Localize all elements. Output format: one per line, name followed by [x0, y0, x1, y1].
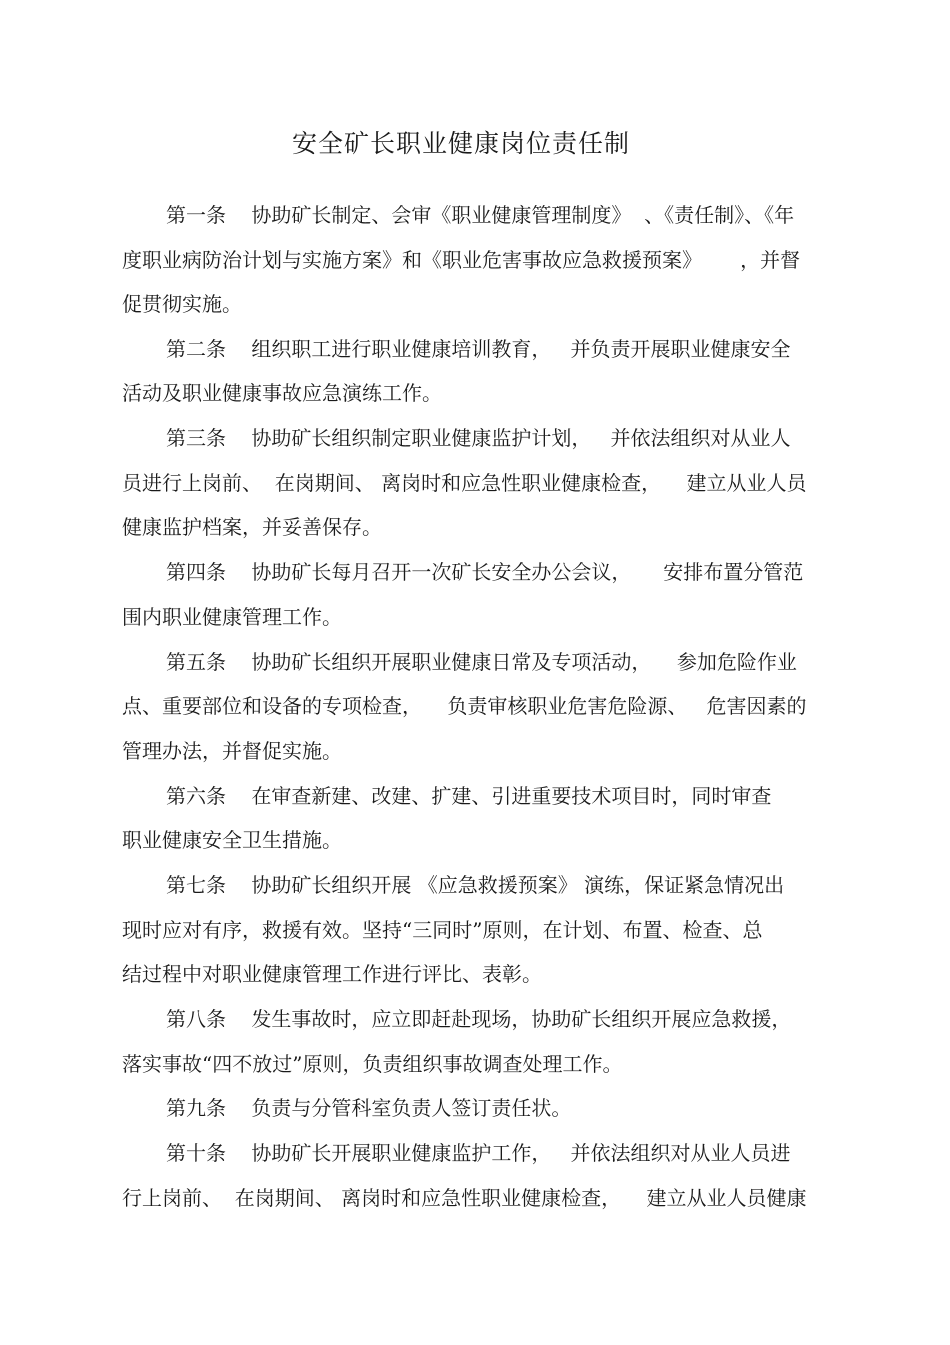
article-2-line-1: 第二条 组织职工进行职业健康培训教育， 并负责开展职业健康安全 [166, 337, 791, 361]
article-7-line-2: 现时应对有序，救援有效。坚持“三同时”原则，在计划、布置、检查、总 [122, 918, 763, 942]
article-8-line-2: 落实事故“四不放过”原则，负责组织事故调查处理工作。 [122, 1052, 623, 1076]
article-8-line-1: 第八条 发生事故时，应立即赶赴现场，协助矿长组织开展应急救援， [166, 1007, 792, 1031]
article-1-line-1: 第一条 协助矿长制定、会审《职业健康管理制度》 、《责任制》、《年 [166, 203, 795, 227]
article-3-line-1: 第三条 协助矿长组织制定职业健康监护计划， 并依法组织对从业人 [166, 426, 791, 450]
document-title: 安全矿长职业健康岗位责任制 [291, 129, 630, 158]
article-4-line-1: 第四条 协助矿长每月召开一次矿长安全办公会议， 安排布置分管范 [166, 560, 804, 584]
article-4-line-2: 围内职业健康管理工作。 [122, 605, 342, 629]
article-10-line-1: 第十条 协助矿长开展职业健康监护工作， 并依法组织对从业人员进 [166, 1141, 791, 1165]
article-3-line-3: 健康监护档案，并妥善保存。 [122, 515, 382, 539]
article-7-line-1: 第七条 协助矿长组织开展 《应急救援预案》 演练，保证紧急情况出 [166, 873, 785, 897]
article-2-line-2: 活动及职业健康事故应急演练工作。 [122, 381, 442, 405]
article-10-line-2: 行上岗前、 在岗期间、 离岗时和应急性职业健康检查， 建立从业人员健康 [122, 1186, 807, 1210]
article-1-line-2: 度职业病防治计划与实施方案》和《职业危害事故应急救援预案》 ，并督 [122, 248, 801, 272]
article-3-line-2: 员进行上岗前、 在岗期间、 离岗时和应急性职业健康检查， 建立从业人员 [122, 471, 807, 495]
article-5-line-3: 管理办法，并督促实施。 [122, 739, 342, 763]
article-5-line-2: 点、重要部位和设备的专项检查， 负责审核职业危害危险源、 危害因素的 [122, 694, 807, 718]
article-6-line-2: 职业健康安全卫生措施。 [122, 828, 342, 852]
article-6-line-1: 第六条 在审查新建、改建、扩建、引进重要技术项目时，同时审查 [166, 784, 772, 808]
article-7-line-3: 结过程中对职业健康管理工作进行评比、表彰。 [122, 962, 542, 986]
article-1-line-3: 促贯彻实施。 [122, 292, 242, 316]
article-5-line-1: 第五条 协助矿长组织开展职业健康日常及专项活动， 参加危险作业 [166, 650, 797, 674]
article-9-line-1: 第九条 负责与分管科室负责人签订责任状。 [166, 1096, 572, 1120]
